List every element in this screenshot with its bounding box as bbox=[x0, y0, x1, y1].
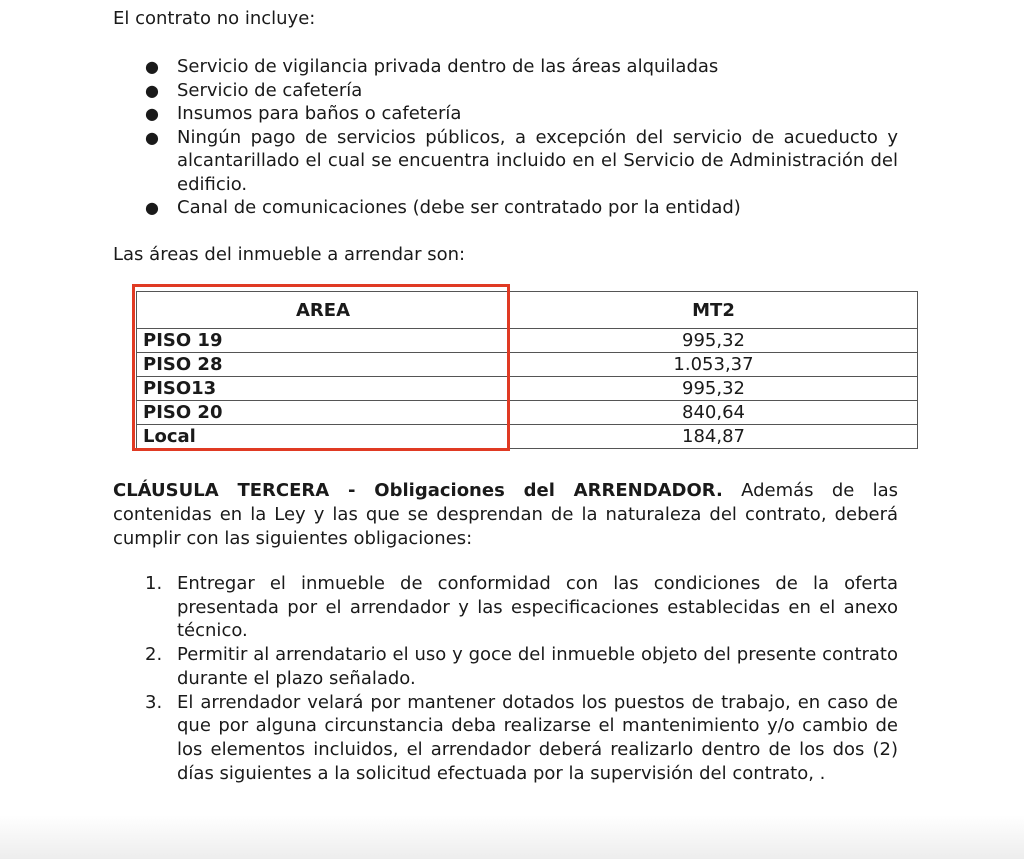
exclusion-text: Servicio de vigilancia privada dentro de las áreas alquiladas bbox=[177, 56, 719, 77]
exclusion-text: Ningún pago de servicios públicos, a excepción del servicio de acueducto y alcantarillado el cual se encuentra incluido en el Servicio de Administración del edificio. bbox=[177, 126, 898, 195]
list-item bbox=[113, 102, 898, 126]
mt2-cell: 995,32 bbox=[510, 329, 918, 353]
exclusion-text: Canal de comunicaciones (debe ser contratado por la entidad) bbox=[177, 197, 741, 218]
list-item bbox=[113, 643, 898, 690]
mt2-cell: 184,87 bbox=[510, 425, 918, 449]
mt2-cell: 1.053,37 bbox=[510, 353, 918, 377]
page-bottom-edge bbox=[0, 815, 1024, 859]
bullet-icon: ● bbox=[145, 127, 159, 147]
list-item bbox=[113, 196, 898, 220]
areas-intro-text: Las áreas del inmueble a arrendar son: bbox=[113, 244, 466, 265]
mt2-cell: 995,32 bbox=[510, 377, 918, 401]
table-row bbox=[137, 353, 918, 377]
mt2-column-header: MT2 bbox=[510, 292, 918, 329]
obligations-list bbox=[113, 572, 898, 785]
area-column-header: AREA bbox=[137, 292, 510, 329]
table-row bbox=[137, 377, 918, 401]
table-header-row bbox=[137, 292, 918, 329]
obligation-text: Permitir al arrendatario el uso y goce del inmueble objeto del presente contrato durante el plazo señalado. bbox=[177, 644, 898, 689]
obligation-text: Entregar el inmueble de conformidad con las condiciones de la oferta presentada por el arrendador y las especificaciones establecidas en el anexo técnico. bbox=[177, 573, 898, 642]
bullet-icon: ● bbox=[145, 104, 159, 123]
clause-title: CLÁUSULA TERCERA - Obligaciones del ARRENDADOR. bbox=[113, 480, 723, 501]
area-cell: PISO 28 bbox=[137, 353, 510, 377]
table-row bbox=[137, 329, 918, 353]
intro-text: El contrato no incluye: bbox=[113, 8, 316, 29]
list-item bbox=[113, 572, 898, 643]
exclusions-list bbox=[113, 55, 898, 220]
list-item bbox=[113, 55, 898, 79]
list-item bbox=[113, 691, 898, 786]
area-cell: PISO 19 bbox=[137, 329, 510, 353]
area-cell: PISO 20 bbox=[137, 401, 510, 425]
exclusion-text: Insumos para baños o cafetería bbox=[177, 103, 462, 124]
area-cell: Local bbox=[137, 425, 510, 449]
obligation-text: El arrendador velará por mantener dotados los puestos de trabajo, en caso de que por alguna circunstancia deba realizarse el mantenimiento y/o cambio de los elementos incluidos, el arrendador deberá realizarlo dentro de los dos (2) días siguientes a la solicitud efectuada por la supervisión del contrato, . bbox=[177, 691, 898, 784]
list-item bbox=[113, 126, 898, 197]
list-item bbox=[113, 79, 898, 103]
bullet-icon: ● bbox=[145, 80, 159, 100]
areas-table bbox=[136, 291, 918, 449]
mt2-cell: 840,64 bbox=[510, 401, 918, 425]
clause-body: Además de las contenidas en la Ley y las que se desprendan de la naturaleza del contrato, deberá cumplir con las siguientes obligaciones: bbox=[113, 480, 898, 549]
list-number: 3. bbox=[145, 691, 163, 713]
bullet-icon: ● bbox=[145, 57, 159, 76]
clause-paragraph bbox=[113, 479, 898, 551]
table-row bbox=[137, 401, 918, 425]
table-row bbox=[137, 425, 918, 449]
area-cell: PISO13 bbox=[137, 377, 510, 401]
exclusion-text: Servicio de cafetería bbox=[177, 79, 363, 101]
list-number: 2. bbox=[145, 644, 163, 666]
bullet-icon: ● bbox=[145, 198, 159, 217]
list-number: 1. bbox=[145, 573, 163, 594]
